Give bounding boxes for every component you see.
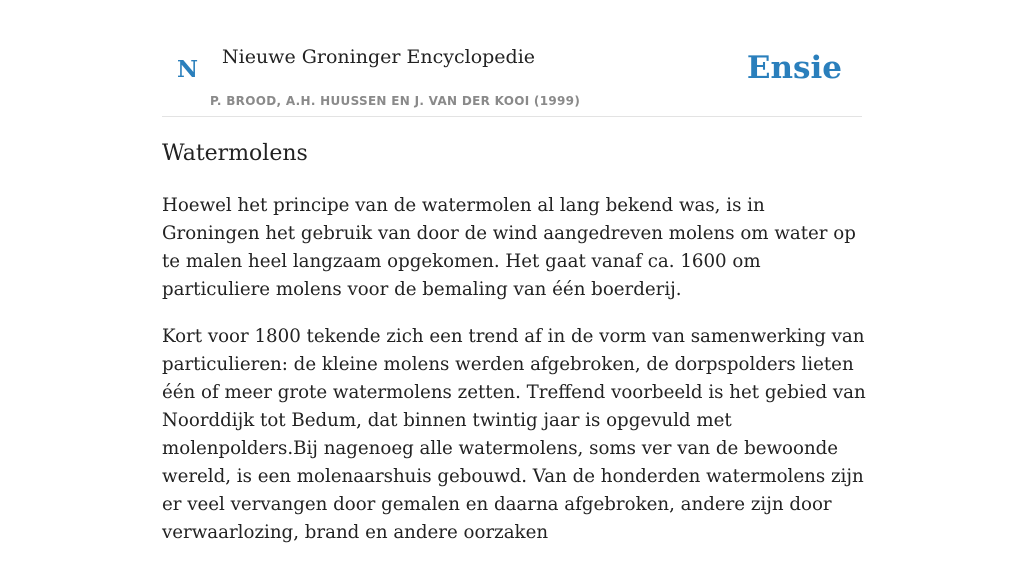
article-body (162, 192, 866, 566)
book-logo[interactable]: N (177, 56, 199, 83)
article-title: Watermolens (162, 141, 308, 166)
article-paragraph: Hoewel het principe van de watermolen al lang bekend was, is in Groningen het gebruik van door de wind aangedreven molens om water op te malen heel langzaam opgekomen. Het gaat vanaf ca. 1600 om particuliere molens voor de bemaling van één boerderij. (162, 195, 856, 300)
book-title[interactable]: Nieuwe Groninger Encyclopedie (222, 46, 536, 68)
brand-logo[interactable]: Ensie (746, 50, 842, 86)
site-header (162, 0, 862, 117)
book-authors: P. BROOD, A.H. HUUSSEN EN J. VAN DER KOOI (1999) (210, 94, 581, 108)
article-paragraph: Kort voor 1800 tekende zich een trend af in de vorm van samenwerking van particulieren: de kleine molens werden afgebroken, de dorpspolders lieten één of meer grote watermolens zetten. Treffend voorbeeld is het gebied van Noorddijk tot Bedum, dat binnen twintig jaar is opgevuld met molenpolders.Bij nagenoeg alle watermolens, soms ver van de bewoonde wereld, is een molenaarshuis gebouwd. Van de honderden watermolens zijn er veel vervangen door gemalen en daarna afgebroken, andere zijn door verwaarlozing, brand en andere oorzaken (162, 326, 866, 543)
